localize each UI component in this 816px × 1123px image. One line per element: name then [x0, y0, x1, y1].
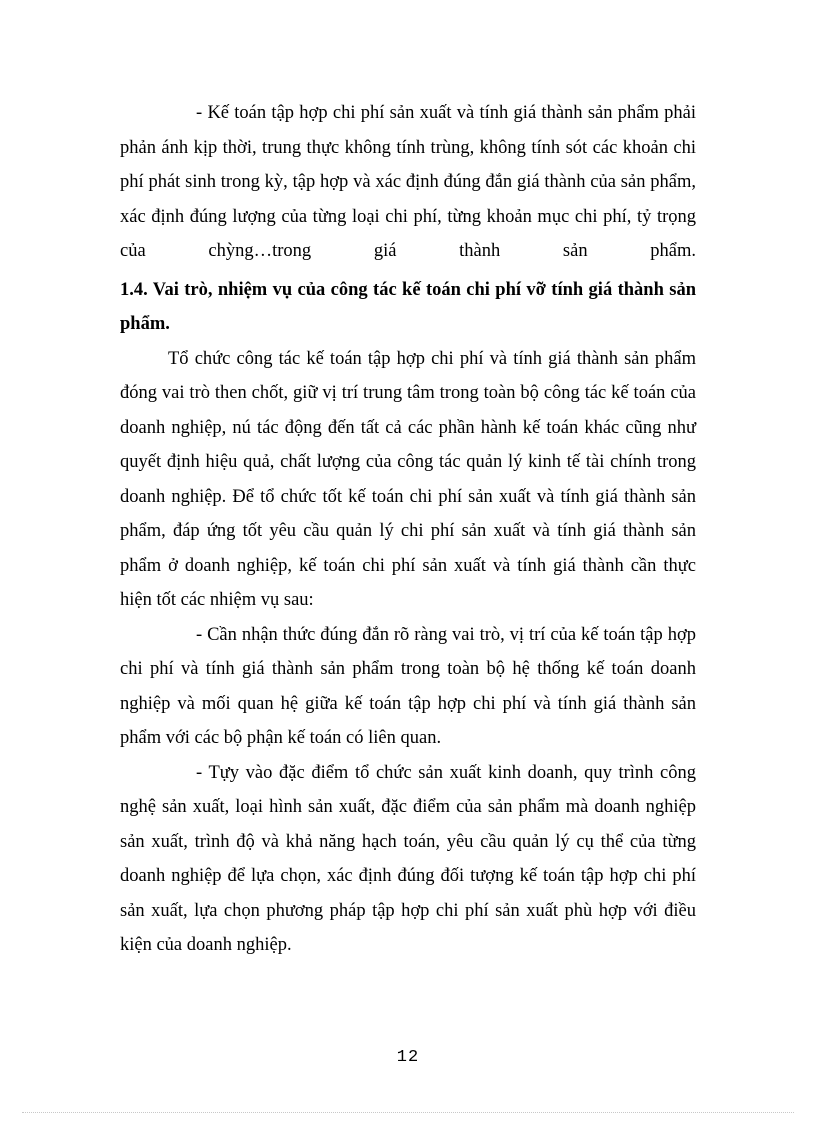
page-number: 12: [396, 1048, 420, 1067]
bottom-divider: [22, 1112, 794, 1113]
paragraph-intro: Tổ chức công tác kế toán tập hợp chi phí và tính giá thành sản phẩm đóng vai trò then chốt, giữ vị trí trung tâm trong toàn bộ công tác kế toán của doanh nghiệp, nú tác động đến tất cả các phần hành kế toán khác cũng như quyết định hiệu quả, chất lượng của công tác quản lý kinh tế tài chính trong doanh nghiệp. Để tổ chức tốt kế toán chi phí sản xuất và tính giá thành sản phẩm, đáp ứng tốt yêu cầu quản lý chi phí sản xuất và tính giá thành sản phẩm ở doanh nghiệp, kế toán chi phí sản xuất và tính giá thành cần thực hiện tốt các nhiệm vụ sau:: [120, 348, 696, 610]
body-text: [120, 96, 696, 963]
paragraph-task-2: - Tựy vào đặc điểm tổ chức sản xuất kinh doanh, quy trình công nghệ sản xuất, loại hình sản xuất, đặc điểm của sản phẩm mà doanh nghiệp sản xuất, trình độ và khả năng hạch toán, yêu cầu quản lý cụ thể của từng doanh nghiệp để lựa chọn, xác định đúng đối tượng kế toán tập hợp chi phí sản xuất, lựa chọn phương pháp tập hợp chi phí sản xuất phù hợp với điều kiện của doanh nghiệp.: [120, 762, 696, 955]
paragraph-requirement: - Kế toán tập hợp chi phí sản xuất và tính giá thành sản phẩm phải phản ánh kịp thời, trung thực không tính trùng, không tính sót các khoản chi phí phát sinh trong kỳ, tập hợp và xác định đúng đắn giá thành của sản phẩm, xác định đúng lượng của từng loại chi phí, từng khoản mục chi phí, tỷ trọng của chỳng…trong giá thành sản phẩm.: [120, 103, 696, 261]
section-heading: 1.4. Vai trò, nhiệm vụ của công tác kế toán chi phí vỡ tính giá thành sản phẩm.: [120, 279, 696, 334]
paragraph-task-1: - Cần nhận thức đúng đắn rõ ràng vai trò, vị trí của kế toán tập hợp chi phí và tính giá thành sản phẩm trong toàn bộ hệ thống kế toán doanh nghiệp và mối quan hệ giữa kế toán tập hợp chi phí và tính giá thành sản phẩm với các bộ phận kế toán có liên quan.: [120, 624, 696, 748]
